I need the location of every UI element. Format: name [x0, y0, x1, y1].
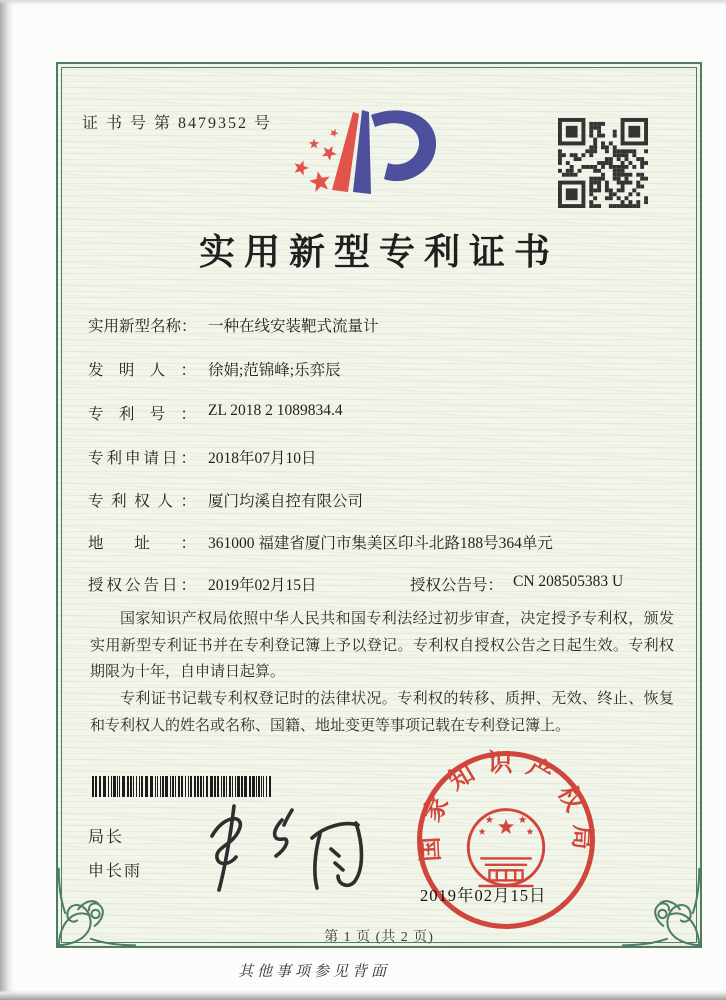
national-emblem-stars: [479, 816, 534, 835]
certificate-number: 证 书 号 第 8479352 号: [82, 115, 273, 132]
grant-date-label: 授权公告日：: [88, 577, 196, 594]
field-value: 2018年07月10日: [208, 450, 317, 467]
field-value: 一种在线安装靶式流量计: [208, 318, 379, 335]
certificate-title: 实用新型专利证书: [198, 232, 559, 272]
back-note: 其他事项参见背面: [238, 964, 391, 980]
field-value: 厦门均溪自控有限公司: [208, 493, 364, 510]
field-row-patent-no: [88, 402, 343, 424]
field-row-address: [88, 531, 553, 553]
field-label: 专利申请日：: [88, 450, 196, 467]
field-row-patentee: [88, 489, 363, 511]
seal-ring: [420, 754, 593, 927]
qr-code: [558, 118, 648, 208]
field-value: 徐娟;范锦峰;乐弈辰: [208, 362, 341, 379]
field-value: ZL 2018 2 1089834.4: [208, 402, 343, 419]
cnipa-logo-icon: [287, 102, 452, 210]
barcode: [92, 776, 274, 797]
cnipa-logo-svg: [287, 102, 452, 210]
grant-no-value: CN 208505383 U: [513, 573, 624, 590]
handwritten-signature-icon: [186, 796, 376, 896]
certificate-frame: [56, 62, 702, 948]
logo-blue-bowl: [371, 110, 436, 181]
seal-date: 2019年02月15日: [420, 886, 547, 905]
page-number: 第 1 页 (共 2 页): [324, 930, 434, 945]
field-value: 361000 福建省厦门市集美区印斗北路188号364单元: [208, 535, 553, 552]
field-row-filing-date: [88, 446, 317, 468]
svg-text:国家知识产权局: [415, 749, 597, 862]
grant-date-value: 2019年02月15日: [208, 577, 317, 594]
field-row-inventors: [88, 358, 341, 380]
field-label: 地址：: [88, 535, 196, 552]
field-label: 实用新型名称：: [88, 318, 197, 335]
legal-paragraph-2: 专利证书记载专利权登记时的法律状况。专利权的转移、质押、无效、终止、恢复和专利权人的姓名或名称、国籍、地址变更等事项记载在专利登记簿上。: [90, 691, 674, 734]
scan-shadow-left: [0, 0, 14, 1000]
issuer-name: 申长雨: [88, 863, 143, 880]
scan-shadow-bottom: [0, 990, 726, 1000]
field-row-grant: [88, 573, 623, 595]
seal-ring-text: 国家知识产权局: [416, 750, 596, 863]
issuer-title: 局长: [88, 829, 125, 846]
grant-no-pair: [410, 573, 623, 595]
national-emblem-gate: [478, 858, 533, 886]
corner-flourish-left-icon: [56, 856, 148, 948]
field-label: 发明人：: [88, 362, 196, 379]
field-label: 专利权人：: [88, 493, 196, 510]
legal-paragraph-1: 国家知识产权局依照中华人民共和国专利法经过初步审查，决定授予专利权，颁发实用新型专利证书并在专利登记簿上予以登记。专利权自授权公告之日起生效。专利权期限为十年，自申请日起算。: [90, 611, 674, 681]
legal-text: [90, 606, 674, 739]
field-row-name: [88, 314, 379, 336]
grant-no-label: 授权公告号：: [410, 577, 504, 594]
scan-shadow-top: [0, 0, 726, 5]
field-label: 专利号：: [88, 406, 196, 423]
corner-flourish-right-icon: [610, 856, 702, 948]
official-seal: [414, 748, 598, 932]
logo-stars: [295, 129, 339, 192]
